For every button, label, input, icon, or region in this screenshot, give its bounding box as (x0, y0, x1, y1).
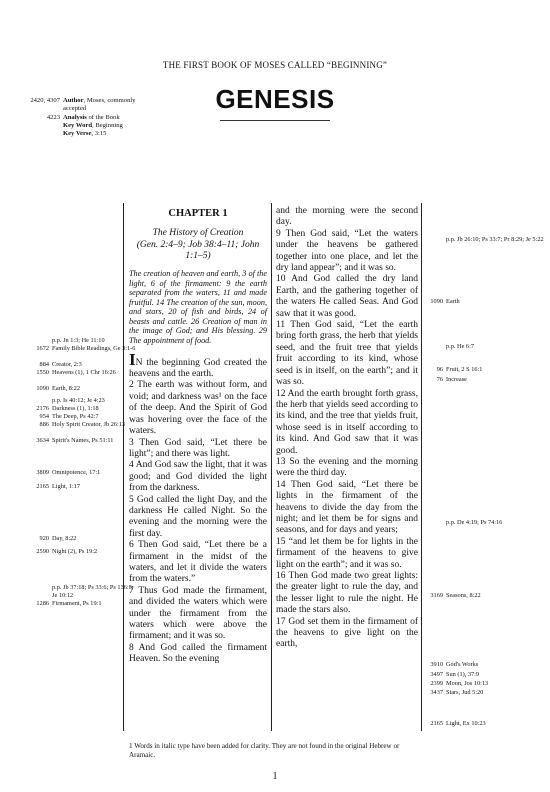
margin-note (28, 369, 138, 377)
note-number: 954 (39, 413, 49, 420)
margin-note (28, 600, 138, 608)
book-info-author (28, 97, 148, 114)
margin-note (28, 345, 138, 353)
note-text: Darkness (1), 1:18 (52, 405, 99, 412)
note-text: Sun (1), 37:9 (446, 671, 480, 678)
note-text: Seasons, 8:22 (446, 592, 481, 599)
note-number: 1550 (36, 369, 49, 376)
verse-13: 13 So the evening and the morning were the third day. (276, 456, 418, 479)
verse-9: 9 Then God said, “Let the waters under the heavens be gathered together into one place, and let the dry land appear”; and it was so. (276, 228, 418, 274)
margin-note (28, 421, 138, 429)
note-number: 3809 (36, 469, 49, 476)
right-column-rule (421, 203, 422, 731)
note-text: Stars, Jud 5:20 (446, 689, 484, 696)
note-number: 2165 (430, 720, 443, 727)
verse-10: 10 And God called the dry land Earth, and the gathering together of the waters He called Seas. And God saw that it was good. (276, 274, 418, 319)
title-rule (220, 120, 330, 121)
note-text: p.p. De 4:19; Ps 74:16 (446, 519, 503, 526)
note-text: The Deep, Ps 42:7 (52, 413, 99, 420)
note-text: Spirit's Names, Ps 51:11 (52, 437, 114, 444)
margin-note (28, 361, 138, 369)
note-text: p.p. Jb 26:10; Ps 33:7; Pr 8:29; Je 5:22 (446, 236, 544, 243)
margin-note (28, 469, 138, 477)
verse-4: 4 And God saw the light, that it was good; and God divided the light from the darkness. (129, 460, 267, 494)
note-number: 1286 (36, 600, 49, 607)
margin-note (424, 689, 544, 697)
margin-note (424, 519, 544, 527)
verse-6: 6 Then God said, “Let there be a firmament in the midst of the waters, and let it divide the waters from the waters.” (129, 540, 267, 585)
margin-note (28, 385, 138, 393)
note-text: of the Book (86, 113, 120, 121)
margin-note (424, 720, 544, 728)
section-references: (Gen. 2:4–9; Job 38:4–11; John 1:1–5) (136, 239, 260, 262)
verse-1 (129, 349, 267, 381)
note-text: Day, 8:22 (52, 535, 77, 542)
note-number: 96 (436, 366, 443, 373)
note-number (28, 122, 63, 130)
note-number: 1672 (36, 345, 49, 352)
book-full-title: THE FIRST BOOK OF MOSES CALLED “BEGINNING” (162, 60, 388, 70)
note-text: God's Works (446, 661, 479, 668)
note-text: Earth (446, 298, 460, 305)
note-text: Family Bible Readings, Ge 3:1-6 (52, 345, 136, 352)
note-label: Key Word (63, 121, 93, 129)
margin-note (424, 592, 544, 600)
note-text: Holy Spirit Creator, Jb 26:13 (52, 421, 126, 428)
note-number: 3497 (430, 671, 443, 678)
left-column-rule (123, 203, 124, 731)
note-number: 2590 (36, 548, 49, 555)
note-number: 2399 (430, 680, 443, 687)
note-text: Increase (446, 376, 467, 383)
note-text: p.p. Is 40:12; Je 4:23 (52, 397, 105, 404)
note-text: p.p. Jn 1:3; He 11:10 (52, 337, 105, 344)
note-number (424, 519, 446, 527)
margin-note (28, 483, 138, 491)
note-text: Moon, Jos 10:13 (446, 680, 489, 687)
verse-3: 3 Then God said, “Let there be light”; and there was light. (129, 437, 267, 459)
note-number: 4223 (46, 113, 60, 121)
note-number (28, 584, 52, 599)
margin-note (28, 535, 138, 543)
note-label: Key Verse (63, 130, 92, 138)
note-text: Night (2), Ps 19:2 (52, 548, 98, 555)
margin-note (28, 584, 138, 599)
drop-cap: I (129, 349, 136, 369)
verse-14: 14 Then God said, “Let there be lights in the firmament of the heavens to divide the day from the night; and let them be for signs and seasons, and for days and years; (276, 479, 418, 536)
note-number: 886 (39, 421, 49, 428)
note-text: Light, Ex 10:23 (446, 720, 486, 727)
verse-11: 11 Then God said, “Let the earth bring forth grass, the herb that yields seed, and the fruit tree that yields fruit according to its kind, whose seed is in itself, on the earth”; and it was so. (276, 320, 418, 388)
verse-8-continued: and the morning were the second day. (276, 206, 418, 228)
margin-note (424, 366, 544, 374)
margin-note (424, 298, 544, 306)
note-number: 3634 (36, 437, 49, 444)
note-number (28, 397, 52, 405)
note-number: 1090 (36, 385, 49, 392)
margin-note (424, 661, 544, 669)
note-number (28, 130, 63, 138)
note-number: 884 (39, 361, 49, 368)
verse-15: 15 “and let them be for lights in the firmament of the heavens to give light on the earth”; and it was so. (276, 536, 418, 570)
note-text: , Moses, commonly accepted (63, 97, 136, 113)
section-title-text: The History of Creation (152, 228, 244, 239)
book-info-key-word (28, 122, 148, 130)
margin-note (424, 376, 544, 384)
margin-note (28, 413, 138, 421)
note-text: Light, 1:17 (52, 483, 80, 490)
margin-note (28, 405, 138, 413)
margin-note (28, 548, 138, 556)
page-number: 1 (272, 771, 278, 782)
note-number: 920 (39, 535, 49, 542)
note-number (424, 343, 446, 351)
note-number (424, 236, 446, 244)
note-label: Analysis (63, 113, 87, 121)
verse-17: 17 God set them in the firmament of the heavens to give light on the earth, (276, 616, 418, 650)
section-title (129, 228, 267, 263)
verse-5: 5 God called the light Day, and the darkness He called Night. So the evening and the morning were the first day. (129, 494, 267, 539)
note-text: , Beginning (92, 121, 123, 129)
margin-note (424, 236, 544, 244)
verse-12: 12 And the earth brought forth grass, the herb that yields seed according to its kind, and the tree that yields fruit, whose seed is in itself according to its kind. And God saw that it was good. (276, 388, 418, 456)
verse-text: N the beginning God created the heavens and the earth. (129, 357, 267, 380)
note-text: Omnipotence, 17:1 (52, 469, 101, 476)
note-text: Fruit, 2 S 16:1 (446, 366, 483, 373)
note-text: Firmament, Ps 19:1 (52, 600, 102, 607)
note-text: Earth, 8:22 (52, 385, 80, 392)
note-text: , 3:15 (91, 130, 107, 138)
note-number: 2176 (36, 405, 49, 412)
margin-note (424, 671, 544, 679)
center-column-rule (271, 203, 272, 731)
book-name-heading: GENESIS (215, 84, 335, 114)
note-number: 3437 (430, 689, 443, 696)
book-info-key-verse (28, 130, 148, 138)
note-text: p.p. He 6:7 (446, 343, 474, 350)
verse-8: 8 And God called the firmament Heaven. So the evening (129, 642, 267, 665)
margin-note (424, 343, 544, 351)
book-info-notes (28, 97, 148, 138)
note-number: 76 (436, 376, 443, 383)
note-label: Author (63, 97, 84, 104)
note-text: p.p. Jb 37:18; Ps 33:6; Ps 136:5; Je 10:12 (52, 584, 134, 599)
verse-2: 2 The earth was without form, and void; and darkness was¹ on the face of the deep. And the Spirit of God was hovering over the face of the waters. (129, 380, 267, 437)
note-text: Heavens (1), 1 Chr 16:26 (52, 369, 116, 376)
verse-7: 7 Thus God made the firmament, and divided the waters which were under the firmament from the waters which were above the firmament; and it was so. (129, 585, 267, 642)
note-number: 3169 (430, 592, 443, 599)
margin-note (28, 437, 138, 445)
margin-note (28, 337, 138, 345)
note-number: 2420, 4307 (30, 97, 60, 104)
text-column-right (276, 206, 418, 651)
note-number: 3910 (430, 661, 443, 668)
margin-note (28, 397, 138, 405)
note-number: 2165 (36, 483, 49, 490)
book-info-analysis (28, 114, 148, 122)
note-number (28, 337, 52, 345)
note-number: 1090 (430, 298, 443, 305)
text-column-left (129, 206, 267, 666)
chapter-heading: CHAPTER 1 (168, 208, 228, 219)
verse-16: 16 Then God made two great lights: the greater light to rule the day, and the lesser light to rule the night. He made the stars also. (276, 571, 418, 616)
margin-note (424, 680, 544, 688)
chapter-summary: The creation of heaven and earth, 3 of the light, 6 of the firmament: 9 the earth separated from the waters, 11 and made fruitful. 14 The creation of the sun, moon, and stars, 20 of fish and birds, 24 of beasts and cattle. 26 Creation of man in the image of God; and His blessing. 29 The appointment of food. (129, 268, 267, 346)
footnote: 1 Words in italic type have been added for clarity. They are not found in the original Hebrew or Aramaic. (129, 742, 400, 759)
note-text: Creator, 2:3 (52, 361, 82, 368)
